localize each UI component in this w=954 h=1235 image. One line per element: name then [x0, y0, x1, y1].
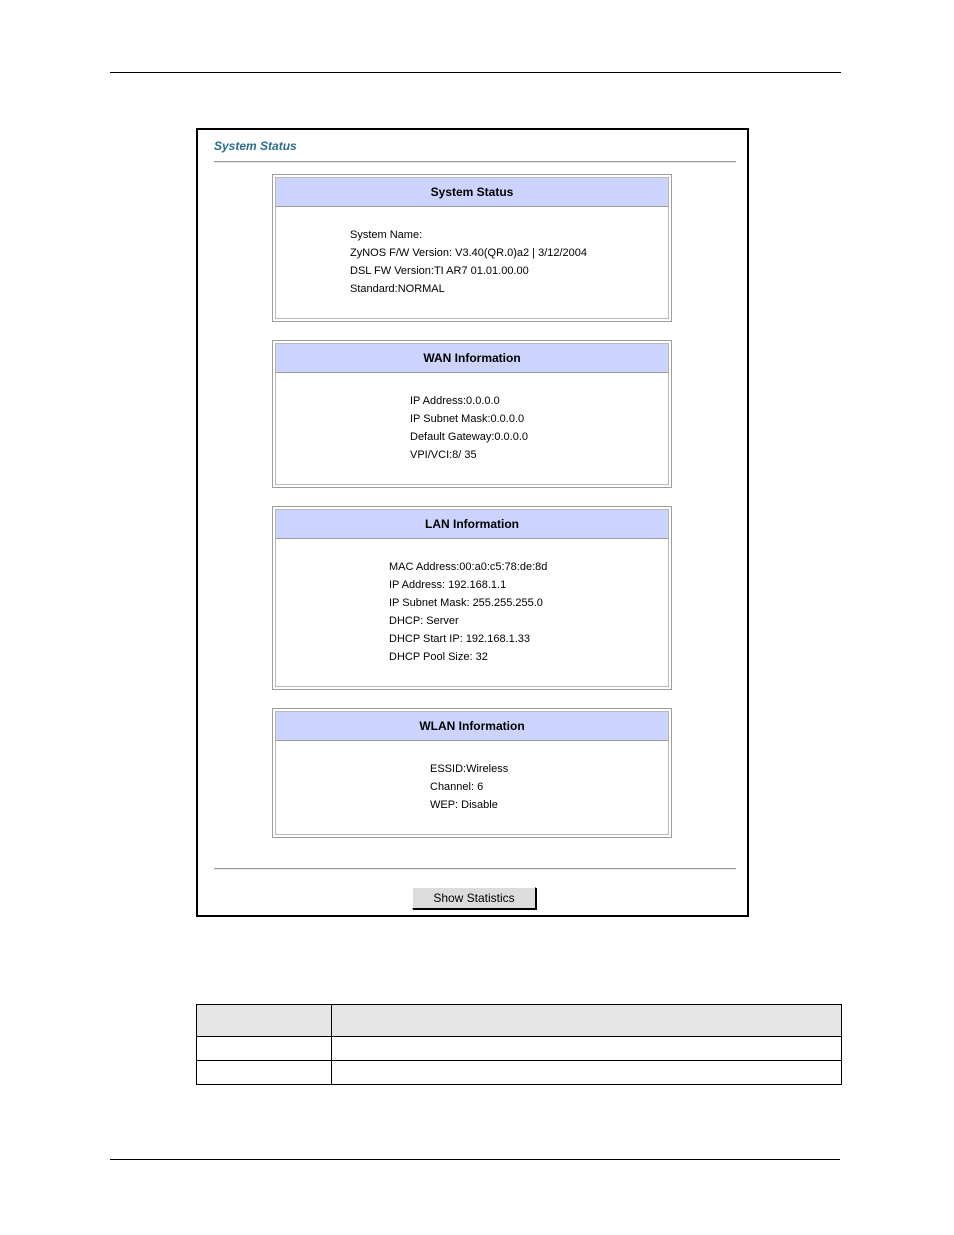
table-header-cell-description: [332, 1005, 842, 1037]
standard-line: Standard:NORMAL: [350, 283, 445, 295]
wan-information-header: WAN Information: [276, 344, 668, 373]
table-header-row: [197, 1005, 842, 1037]
wlan-essid-line: ESSID:Wireless: [430, 763, 509, 775]
system-status-screen: [196, 128, 749, 917]
table-cell-description: [332, 1061, 842, 1085]
table-cell-label: [197, 1061, 332, 1085]
page-title: System Status: [214, 139, 297, 153]
zynos-version-line: ZyNOS F/W Version: V3.40(QR.0)a2 | 3/12/2004: [350, 247, 588, 259]
lan-information-header: LAN Information: [276, 510, 668, 539]
wan-default-gateway-line: Default Gateway:0.0.0.0: [410, 431, 529, 443]
table-header-cell-label: [197, 1005, 332, 1037]
wlan-information-panel: [272, 708, 672, 838]
table-row: [197, 1037, 842, 1061]
wan-subnet-mask-line: IP Subnet Mask:0.0.0.0: [410, 413, 525, 425]
table-row: [197, 1061, 842, 1085]
wan-information-panel: [272, 340, 672, 488]
title-divider: [214, 161, 736, 163]
wan-vpi-vci-line: VPI/VCI:8/ 35: [410, 449, 477, 461]
wan-ip-address-line: IP Address:0.0.0.0: [410, 395, 500, 407]
description-table: [196, 1004, 842, 1085]
lan-information-panel: [272, 506, 672, 690]
wlan-wep-line: WEP: Disable: [430, 799, 498, 811]
system-status-header: System Status: [276, 178, 668, 207]
bottom-rule: [110, 1159, 840, 1160]
show-statistics-button[interactable]: Show Statistics: [412, 887, 536, 909]
lan-dhcp-pool-size-line: DHCP Pool Size: 32: [389, 651, 488, 663]
wlan-information-header: WLAN Information: [276, 712, 668, 741]
lan-ip-address-line: IP Address: 192.168.1.1: [389, 579, 507, 591]
lan-subnet-mask-line: IP Subnet Mask: 255.255.255.0: [389, 597, 543, 609]
table-cell-description: [332, 1037, 842, 1061]
footer-divider: [214, 868, 736, 870]
lan-mac-address-line: MAC Address:00:a0:c5:78:de:8d: [389, 561, 548, 573]
wlan-channel-line: Channel: 6: [430, 781, 484, 793]
table-cell-label: [197, 1037, 332, 1061]
lan-dhcp-start-ip-line: DHCP Start IP: 192.168.1.33: [389, 633, 531, 645]
system-name-line: System Name:: [350, 229, 423, 241]
dsl-fw-version-line: DSL FW Version:TI AR7 01.01.00.00: [350, 265, 529, 277]
system-status-panel: [272, 174, 672, 322]
lan-dhcp-line: DHCP: Server: [389, 615, 459, 627]
top-rule: [110, 72, 841, 73]
